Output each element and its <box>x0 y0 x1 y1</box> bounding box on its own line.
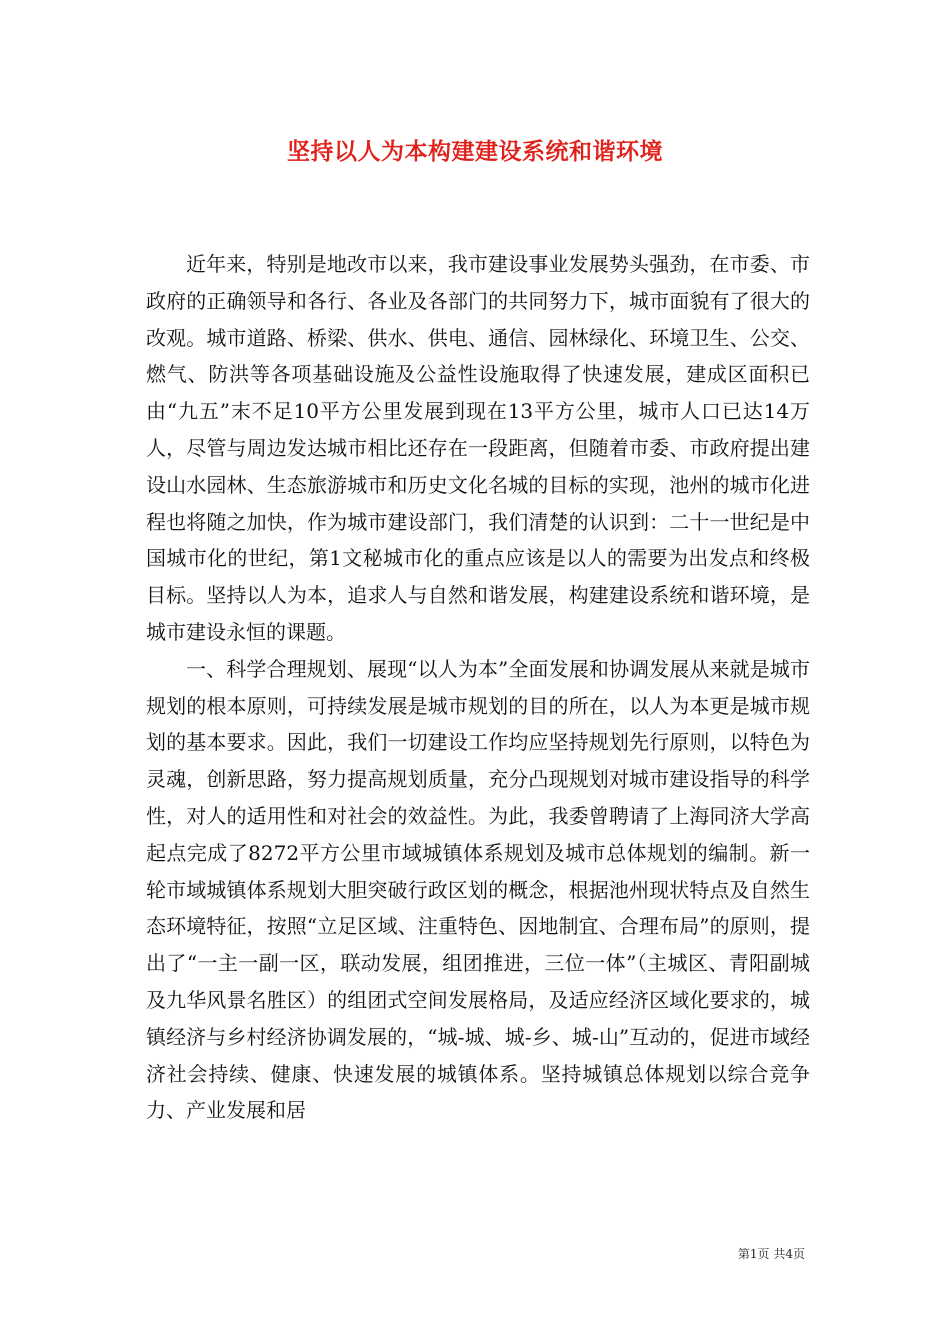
paragraph-intro: 近年来，特别是地改市以来，我市建设事业发展势头强劲，在市委、市政府的正确领导和各行、各业及各部门的共同努力下，城市面貌有了很大的改观。城市道路、桥梁、供水、供电、通信、园林绿化、环境卫生、公交、燃气、防洪等各项基础设施及公益性设施取得了快速发展，建成区面积已由“九五”末不足10平方公里发展到现在13平方公里，城市人口已达14万人，尽管与周边发达城市相比还存在一段距离，但随着市委、市政府提出建设山水园林、生态旅游城市和历史文化名城的目标的实现，池州的城市化进程也将随之加快，作为城市建设部门，我们清楚的认识到：二十一世纪是中国城市化的世纪，第1文秘城市化的重点应该是以人的需要为出发点和终极目标。坚持以人为本，追求人与自然和谐发展，构建建设系统和谐环境，是城市建设永恒的课题。 <box>146 252 810 644</box>
page-number: 第1页 共4页 <box>737 1247 805 1261</box>
document-body <box>146 246 810 1129</box>
paragraph-section-one: 一、科学合理规划、展现“以人为本”全面发展和协调发展从来就是城市规划的根本原则，可持续发展是城市规划的目的所在，以人为本更是城市规划的基本要求。因此，我们一切建设工作均应坚持规划先行原则，以特色为灵魂，创新思路，努力提高规划质量，充分凸现规划对城市建设指导的科学性，对人的适用性和对社会的效益性。为此，我委曾聘请了上海同济大学高起点完成了8272平方公里市域城镇体系规划及城市总体规划的编制。新一轮市域城镇体系规划大胆突破行政区划的概念，根据池州现状特点及自然生态环境特征，按照“立足区域、注重特色、因地制宜、合理布局”的原则，提出了“一主一副一区，联动发展，组团推进，三位一体”（主城区、青阳副城及九华风景名胜区）的组团式空间发展格局，及适应经济区域化要求的，城镇经济与乡村经济协调发展的，“城-城、城-乡、城-山”互动的，促进市域经济社会持续、健康、快速发展的城镇体系。坚持城镇总体规划以综合竞争力、产业发展和居 <box>146 656 810 1123</box>
document-title: 坚持以人为本构建建设系统和谐环境 <box>287 138 663 165</box>
